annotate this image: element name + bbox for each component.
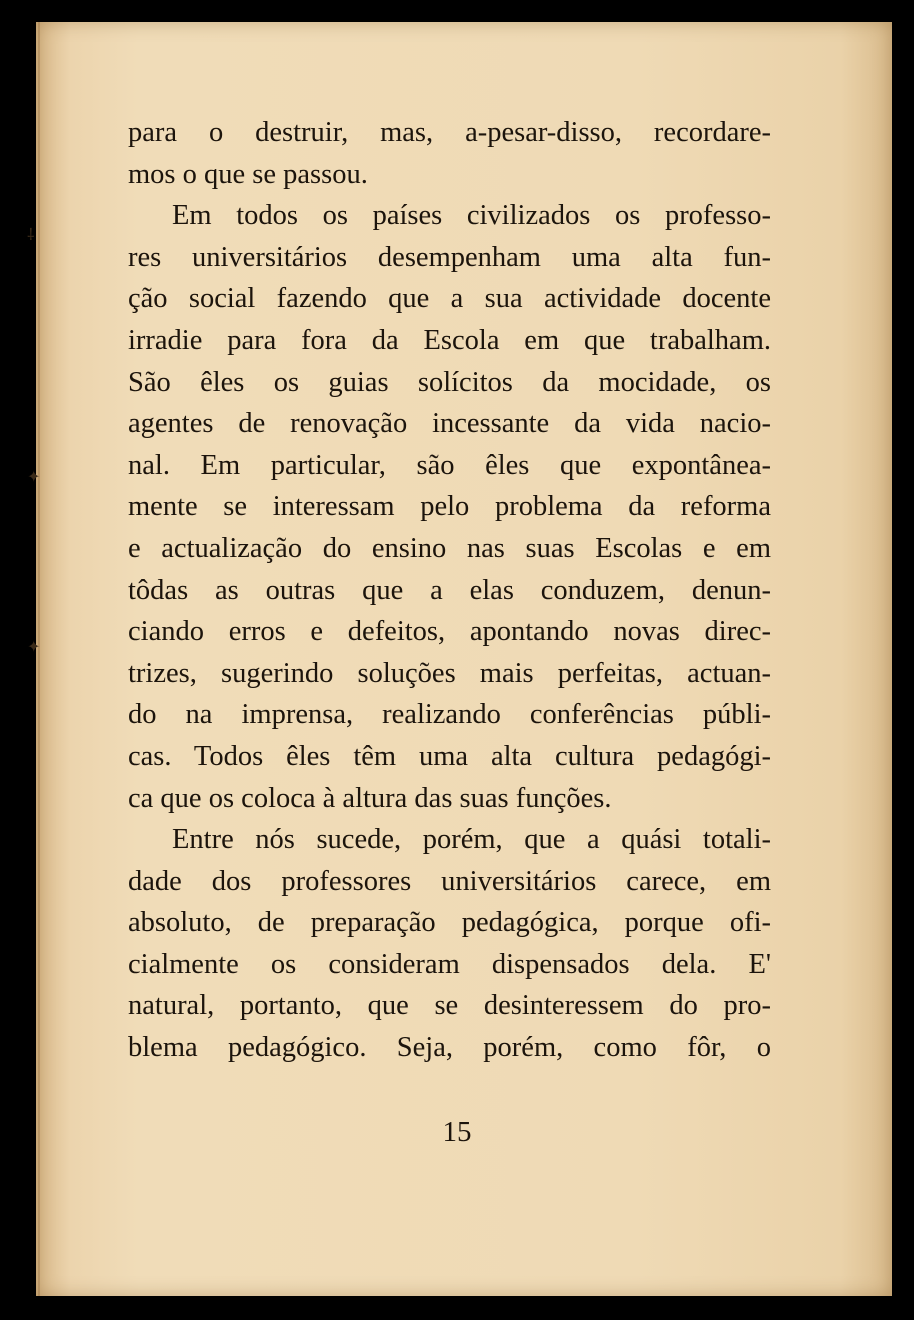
text-line: res universitários desempenham uma alta fun- (128, 241, 771, 273)
text-line: para o destruir, mas, a-pesar-disso, recordare- (128, 117, 771, 148)
text-line: do na imprensa, realizando conferências públi- (128, 699, 771, 731)
binding-fold (38, 22, 40, 1296)
text-line: Em todos os países civilizados os professo- (172, 200, 771, 232)
text-line: irradie para fora da Escola em que trabalham. (128, 324, 771, 356)
text-line: ção social fazendo que a sua actividade docente (128, 283, 771, 315)
body-text (128, 112, 771, 1069)
text-line: trizes, sugerindo soluções mais perfeitas, actuan- (128, 657, 771, 689)
text-line: natural, portanto, que se desinteressem do pro- (128, 990, 771, 1022)
text-line: cialmente os consideram dispensados dela. E' (128, 948, 771, 980)
text-line: Entre nós sucede, porém, que a quási totali- (172, 824, 771, 856)
text-line: cas. Todos êles têm uma alta cultura pedagógi- (128, 740, 771, 772)
page-number: 15 (442, 1116, 472, 1148)
text-line: ciando erros e defeitos, apontando novas direc- (128, 616, 771, 648)
paragraph-1 (128, 112, 771, 195)
margin-mark: ✦ (27, 639, 41, 656)
paragraph-2 (128, 195, 771, 819)
text-line: absoluto, de preparação pedagógica, porque ofi- (128, 907, 771, 939)
text-line: nal. Em particular, são êles que expontânea- (128, 449, 771, 481)
text-line: agentes de renovação incessante da vida nacio- (128, 408, 771, 440)
text-line: tôdas as outras que a elas conduzem, denun- (128, 574, 771, 606)
text-line: São êles os guias solícitos da mocidade, os (128, 366, 771, 398)
text-line: mente se interessam pelo problema da reforma (128, 491, 771, 523)
margin-mark: ⸸ (27, 227, 35, 244)
text-line: blema pedagógico. Seja, porém, como fôr, o (128, 1032, 771, 1064)
paragraph-3 (128, 819, 771, 1069)
text-line: e actualização do ensino nas suas Escolas e em (128, 532, 771, 564)
text-line: ca que os coloca à altura das suas funções. (128, 782, 612, 814)
margin-mark: ✦ (27, 469, 41, 486)
text-line: dade dos professores universitários carece, em (128, 865, 771, 897)
text-line: mos o que se passou. (128, 158, 368, 190)
